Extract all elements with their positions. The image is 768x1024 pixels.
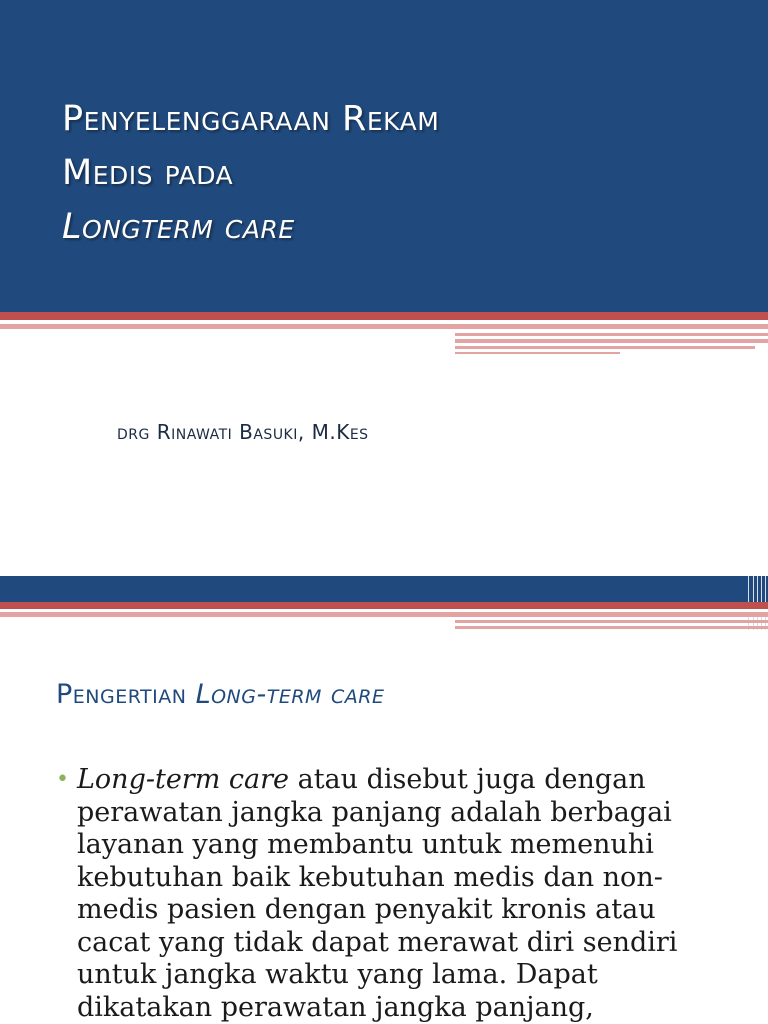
decorative-stripes [0,312,768,362]
decorative-stripes-2 [0,602,768,632]
heading-plain: Pengertian [56,679,196,710]
author-name: drg Rinawati Basuki, M.Kes [117,420,369,444]
header-band [0,576,768,602]
title-line-1: Penyelenggaraan Rekam [62,99,440,139]
bullet-body: atau disebut juga dengan perawatan jangka panjang adalah berbagai layanan yang membantu untuk memenuhi kebutuhan baik kebutuhan medis dan non-medis pasien dengan penyakit kronis atau cacat yang tidak dapat merawat diri sendiri untuk jangka waktu yang lama. Dapat dikatakan perawatan jangka panjang, [77,764,678,1023]
section-heading [56,679,385,710]
heading-italic: Long-term care [195,679,385,710]
title-line-3: Longterm care [62,207,295,247]
bullet-dot-icon: • [56,767,69,792]
bullet-paragraph [77,764,736,1024]
slide-title [62,92,722,254]
bullet-term: Long-term care [77,764,290,795]
title-line-2: Medis pada [62,153,234,193]
content-slide [0,576,768,1024]
bullet-item [56,764,736,1024]
